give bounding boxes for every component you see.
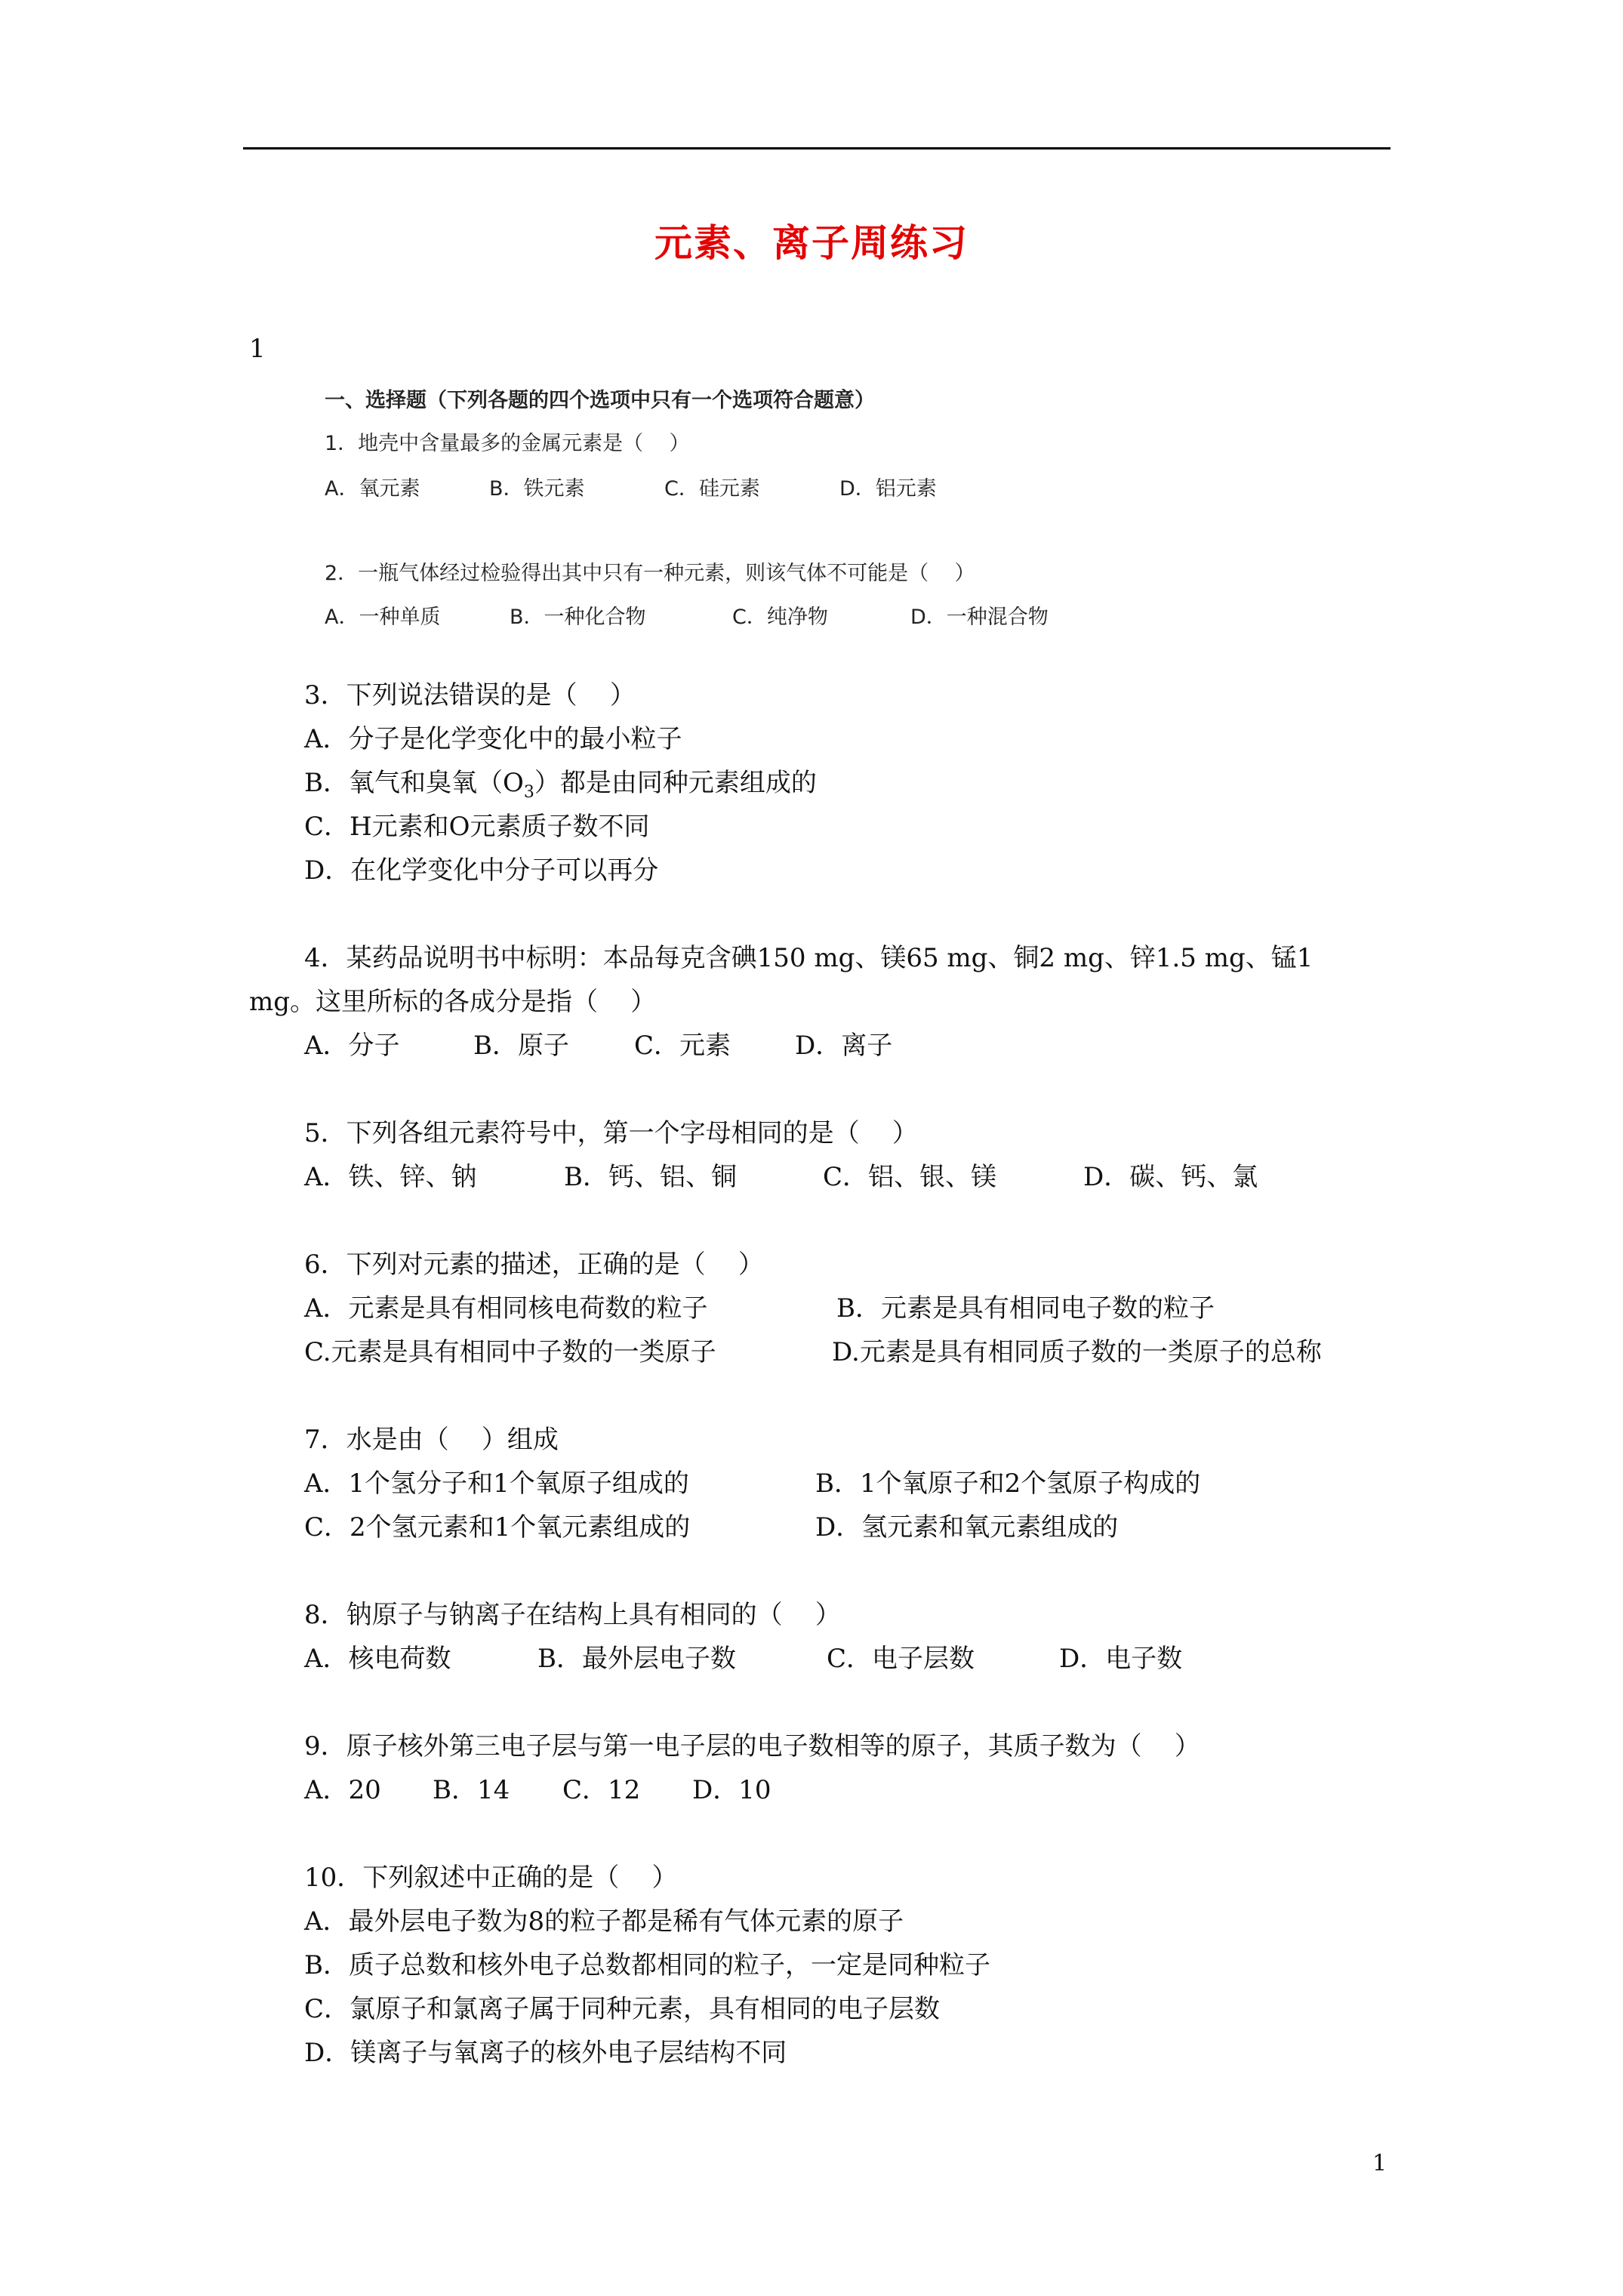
section-marker: 1: [249, 334, 266, 364]
q9-option-d: D．10: [692, 1775, 771, 1805]
q1-option-b: B．铁元素: [489, 477, 585, 501]
q8-option-a: A．核电荷数: [304, 1644, 451, 1674]
q5-option-d: D．碳、钙、氯: [1083, 1162, 1258, 1192]
q2-option-a: A．一种单质: [325, 606, 441, 629]
question-10: 10．下列叙述中正确的是（ ）: [304, 1863, 678, 1893]
q8-option-b: B．最外层电子数: [537, 1644, 736, 1674]
q4-option-a: A．分子: [304, 1031, 400, 1061]
question-1: 1．地壳中含量最多的金属元素是（ ）: [325, 432, 690, 455]
q2-option-b: B．一种化合物: [510, 606, 646, 629]
q2-option-c: C．纯净物: [732, 606, 828, 629]
q6-option-d: D.元素是具有相同质子数的一类原子的总称: [832, 1337, 1322, 1367]
question-3: 3．下列说法错误的是（ ）: [304, 680, 636, 710]
q6-option-a: A．元素是具有相同核电荷数的粒子: [304, 1293, 708, 1324]
q8-option-d: D．电子数: [1059, 1644, 1183, 1674]
q3-option-c: C．H元素和O元素质子数不同: [304, 812, 650, 842]
q4-option-b: B．原子: [473, 1031, 569, 1061]
q5-option-b: B．钙、铝、铜: [564, 1162, 737, 1192]
q4-option-c: C．元素: [634, 1031, 731, 1061]
q10-option-d: D．镁离子与氧离子的核外电子层结构不同: [304, 2038, 787, 2068]
question-4: 4．某药品说明书中标明：本品每克含碘150 mg、镁65 mg、铜2 mg、锌1.5 mg、锰1: [304, 943, 1313, 973]
page-number: 1: [1372, 2150, 1387, 2177]
q4-option-d: D．离子: [795, 1031, 893, 1061]
q7-option-c: C．2个氢元素和1个氧元素组成的: [304, 1512, 691, 1542]
q10-option-a: A．最外层电子数为8的粒子都是稀有气体元素的原子: [304, 1906, 904, 1937]
q6-option-c: C.元素是具有相同中子数的一类原子: [304, 1337, 716, 1367]
q3-option-b: B．氧气和臭氧$(O_3)$都是由同种元素组成的: [304, 768, 817, 802]
q9-option-b: B．14: [433, 1775, 510, 1805]
question-7: 7．水是由（ ）组成: [304, 1425, 559, 1455]
question-9: 9．原子核外第三电子层与第一电子层的电子数相等的原子，其质子数为（ ）: [304, 1731, 1200, 1761]
q7-option-d: D．氢元素和氧元素组成的: [815, 1512, 1119, 1542]
q7-option-a: A．1个氢分子和1个氧原子组成的: [304, 1469, 689, 1499]
q9-option-a: A．20: [304, 1775, 381, 1805]
question-2: 2．一瓶气体经过检验得出其中只有一种元素，则该气体不可能是（ ）: [325, 562, 975, 585]
question-8: 8．钠原子与钠离子在结构上具有相同的（ ）: [304, 1600, 841, 1630]
q7-option-b: B．1个氧原子和2个氢原子构成的: [815, 1469, 1201, 1499]
question-6: 6．下列对元素的描述，正确的是（ ）: [304, 1250, 764, 1280]
q9-option-c: C．12: [562, 1775, 641, 1805]
q1-option-d: D．铝元素: [839, 477, 937, 501]
q6-option-b: B．元素是具有相同电子数的粒子: [836, 1293, 1215, 1324]
q5-option-c: C．铝、银、镁: [823, 1162, 997, 1192]
section-heading: 一、选择题（下列各题的四个选项中只有一个选项符合题意）: [325, 389, 875, 412]
q1-option-a: A．氧元素: [325, 477, 420, 501]
q1-option-c: C．硅元素: [664, 477, 760, 501]
q10-option-c: C．氯原子和氯离子属于同种元素，具有相同的电子层数: [304, 1994, 941, 2024]
question-5: 5．下列各组元素符号中，第一个字母相同的是（ ）: [304, 1118, 918, 1148]
q2-option-d: D．一种混合物: [910, 606, 1049, 629]
q10-option-b: B．质子总数和核外电子总数都相同的粒子，一定是同种粒子: [304, 1950, 990, 1980]
q5-option-a: A．铁、锌、钠: [304, 1162, 477, 1192]
q8-option-c: C．电子层数: [827, 1644, 975, 1674]
q3-option-a: A．分子是化学变化中的最小粒子: [304, 724, 682, 754]
page-title: 元素、离子周练习: [654, 221, 969, 265]
header-rule: [243, 147, 1390, 149]
question-4-continued: mg。这里所标的各成分是指（ ）: [249, 987, 657, 1017]
q3-option-d: D．在化学变化中分子可以再分: [304, 855, 659, 886]
